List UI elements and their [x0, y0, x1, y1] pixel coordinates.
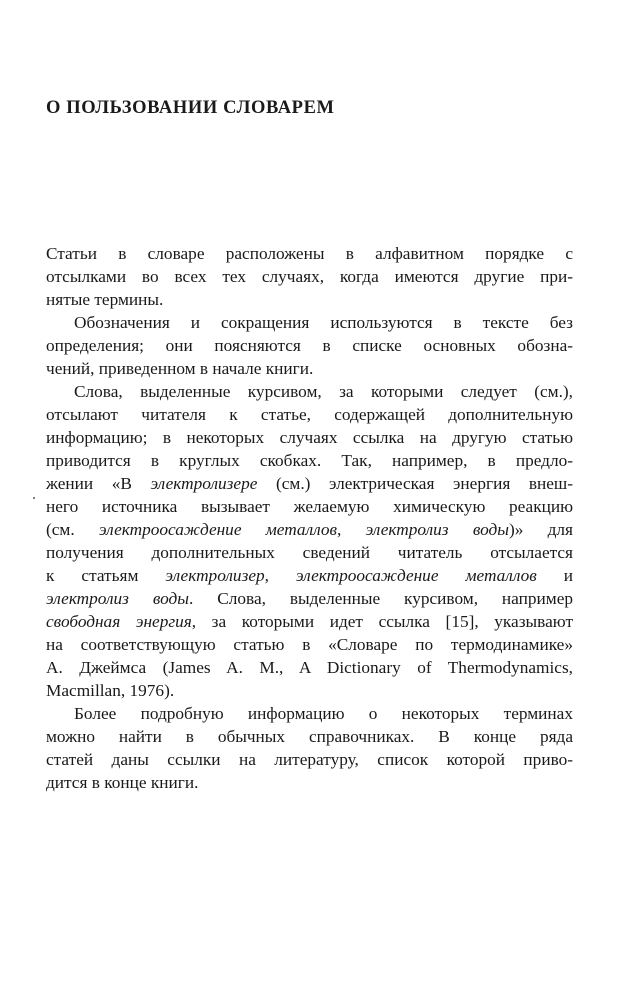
text-run: )» для: [508, 520, 573, 539]
text-line: [46, 426, 573, 449]
text-run: приводится в круглых скобках. Так, например, в предло-: [46, 451, 573, 470]
text-run: определения; они поясняются в списке основных обозна-: [46, 336, 573, 355]
text-line: [46, 610, 573, 633]
paragraph: [46, 380, 573, 702]
text-run: дится в конце книги.: [46, 773, 199, 792]
page-title: О ПОЛЬЗОВАНИИ СЛОВАРЕМ: [46, 98, 335, 118]
margin-mark: [33, 497, 35, 499]
text-line: [46, 403, 573, 426]
text-line: [46, 518, 573, 541]
italic-term: электролизер: [165, 566, 265, 585]
text-run: (см.: [46, 520, 99, 539]
text-run: можно найти в обычных справочниках. В конце ряда: [46, 727, 573, 746]
text-line: [46, 357, 573, 380]
text-run: . Слова, выделенные курсивом, например: [188, 589, 573, 608]
text-run: информацию; в некоторых случаях ссылка на другую статью: [46, 428, 573, 447]
text-run: жении «В: [46, 474, 151, 493]
text-line: [46, 242, 573, 265]
text-line: [46, 265, 573, 288]
text-line: [46, 288, 573, 311]
italic-term: электроосаждение металлов: [98, 520, 337, 539]
text-run: Слова, выделенные курсивом, за которыми следует (см.),: [74, 382, 573, 401]
text-line: [46, 702, 573, 725]
paragraph: [46, 311, 573, 380]
italic-term: электролиз воды: [46, 589, 189, 608]
text-run: Обозначения и сокращения используются в тексте без: [74, 313, 573, 332]
text-run: него источника вызывает желаемую химическую реакцию: [46, 497, 573, 516]
italic-term: электроосаждение металлов: [295, 566, 537, 585]
text-line: [46, 472, 573, 495]
text-line: [46, 311, 573, 334]
text-run: чений, приведенном в начале книги.: [46, 359, 314, 378]
text-run: отсылками во всех тех случаях, когда имеются другие при-: [46, 267, 573, 286]
text-line: [46, 449, 573, 472]
text-run: статей даны ссылки на литературу, список которой приво-: [46, 750, 573, 769]
text-run: ,: [337, 520, 366, 539]
text-run: Macmillan, 1976).: [46, 681, 175, 700]
text-run: А. Джеймса (James A. M., A Dictionary of Thermodynamics,: [46, 658, 573, 677]
text-line: [46, 748, 573, 771]
text-run: ,: [264, 566, 296, 585]
paragraph: [46, 242, 573, 311]
text-run: к статьям: [46, 566, 166, 585]
italic-term: электролиз воды: [365, 520, 509, 539]
text-line: [46, 587, 573, 610]
text-line: [46, 541, 573, 564]
text-line: [46, 495, 573, 518]
text-line: [46, 334, 573, 357]
body-text: [46, 242, 573, 794]
text-run: и: [536, 566, 573, 585]
text-run: (см.) электрическая энергия внеш-: [257, 474, 573, 493]
text-line: [46, 679, 573, 702]
paragraph: [46, 702, 573, 794]
text-run: , за которыми идет ссылка [15], указывают: [191, 612, 573, 631]
text-line: [46, 380, 573, 403]
text-line: [46, 564, 573, 587]
text-run: Более подробную информацию о некоторых терминах: [74, 704, 573, 723]
italic-term: электролизере: [150, 474, 258, 493]
text-line: [46, 633, 573, 656]
text-line: [46, 725, 573, 748]
text-line: [46, 771, 573, 794]
text-run: на соответствующую статью в «Словаре по термодинамике»: [46, 635, 573, 654]
text-run: нятые термины.: [46, 290, 164, 309]
text-run: отсылают читателя к статье, содержащей дополнительную: [46, 405, 573, 424]
text-run: получения дополнительных сведений читатель отсылается: [46, 543, 573, 562]
text-line: [46, 656, 573, 679]
text-run: Статьи в словаре расположены в алфавитном порядке с: [46, 244, 573, 263]
italic-term: свободная энергия: [46, 612, 192, 631]
